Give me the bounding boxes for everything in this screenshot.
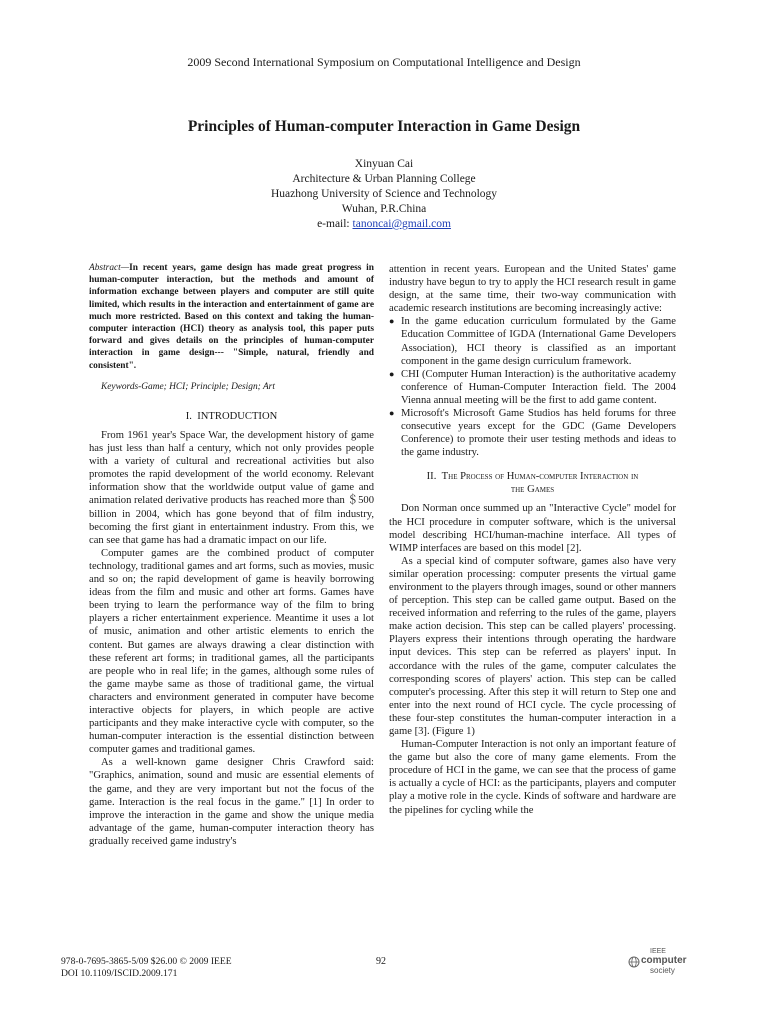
doi-line: DOI 10.1109/ISCID.2009.171 (61, 968, 178, 979)
author-name: Xinyuan Cai (354, 158, 414, 170)
process-paragraph-2: As a special kind of computer software, games also have very similar operation processing: computer presents the virtual game environment to the players through images, sound or other manners of perception. This step can be called game output. Based on the received information and referring to the rules of the game, players make action decision. This step can be called players' processing. Players express their intentions through operating the hardware input devices. This step can be referred as players' input. In accordance with the rules of the game, computer calculates the corresponding scores of players' action. This step can be called computer's processing. After this step it will return to Step one and enter into the next round of HCI cycle. The cycle processing of these four-step constitutes the human-computer interaction in a game [3]. (Figure 1) (389, 555, 676, 737)
section-heading-introduction: I. INTRODUCTION (185, 410, 278, 422)
globe-icon (628, 956, 640, 968)
list-item: ● In the game education curriculum formulated by the Game Education Committee of IGDA (International Game Developers Association), HCI theory is classified as an important component in the game design curriculum framework. (389, 315, 676, 367)
section-heading-process: II. The Process of Human-computer Interaction in the Games (426, 471, 639, 495)
bullet-list (389, 315, 676, 459)
intro-paragraph-3-continued: attention in recent years. European and the United States' game industry have begun to try to apply the HCI research result in game design, at the same time, their two-way communication with academic research institutions are becoming increasingly active: (389, 264, 676, 315)
ieee-computer-society-logo (628, 948, 708, 978)
keywords: Keywords-Game; HCI; Principle; Design; Art (101, 381, 275, 392)
process-paragraph-3: Human-Computer Interaction is not only an important feature of the game but also the core of many game elements. From the procedure of HCI in the game, we can see that the process of game is actually a cycle of HCI: as the participants, players and computer play a motive role in the cycle. Kinds of software and hardware are the pipelines for cycling while the (389, 739, 676, 816)
affiliation-line-3: Wuhan, P.R.China (341, 203, 427, 215)
email-line (0, 217, 768, 232)
logo-text-society: society (650, 966, 675, 975)
conference-header: 2009 Second International Symposium on Computational Intelligence and Design (187, 55, 581, 69)
logo-text-computer: computer (641, 955, 687, 966)
affiliation-line-1: Architecture & Urban Planning College (292, 173, 476, 185)
list-item: ● CHI (Computer Human Interaction) is the authoritative academy conference of Human-Computer Interaction field. The 2004 Vienna annual meeting will be the first to add game content. (389, 368, 676, 407)
page-number: 92 (376, 956, 386, 967)
paper-title: Principles of Human-computer Interaction in Game Design (187, 118, 581, 135)
abstract-text: In recent years, game design has made great progress in human-computer interaction, but the methods and amount of information exchange between players and computer are still quite limited, which results in the interaction and entertainment of game are much more restricted. Based on this context and taking the human-computer interaction (HCI) theory as analysis tool, this paper puts forward and gives details on the principles of human-computer interaction in game design--- "Simple, natural, friendly and consistent". (89, 263, 374, 371)
isbn-line: 978-0-7695-3865-5/09 $26.00 © 2009 IEEE (61, 956, 232, 967)
intro-paragraph-2: Computer games are the combined product of computer technology, traditional games and art forms, such as movies, music and so on; the rapid development of game is heavily borrowing ideas from the film and music and other art forms. Games have been trying to learn the performance way of the film to bring players a richer entertainment experience. Meantime it uses a lot of music, animation and other artistic elements to enrich the content. But games are always drawing a clear distinction with these referent art forms; in traditional games, all the participants are people who in real life; in the games, although some rules of the game maybe same as those of traditional game, the virtual characters and environment generated in computer have become interactive objects for players, in which people are active participants and they make interactive cycle with computer, so the human-computer interaction is the essential distinction between computer games and traditional games. (89, 547, 374, 756)
right-column (389, 263, 676, 817)
email-label: e-mail: (317, 218, 353, 230)
abstract-label: Abstract (89, 263, 121, 273)
author-block (0, 157, 768, 232)
logo-text-ieee: IEEE (650, 948, 666, 955)
process-paragraph-1: Don Norman once summed up an "Interactive Cycle" model for the HCI procedure in computer software, which is the universal model describing HCI/human-machine interface. All types of WIMP interfaces are based on this model [2]. (389, 503, 676, 554)
list-item: ● Microsoft's Microsoft Game Studios has held forums for three consecutive years except for the GDC (Game Developers Conference) to promote their user testing methods and ideas to the game industry. (389, 407, 676, 459)
email-link[interactable]: tanoncai@gmail.com (352, 218, 451, 230)
left-column (89, 262, 374, 848)
intro-paragraph-3: As a well-known game designer Chris Crawford said: "Graphics, animation, sound and music are essential elements of the game, and they are very important but not the focus of the game. Interaction is the real focus in the game." [1] In order to improve the interaction in the game and show the unique media advantage of the game, human-computer interaction theory has gradually received game industry's (89, 757, 374, 847)
affiliation-line-2: Huazhong University of Science and Technology (270, 188, 498, 200)
intro-paragraph-1: From 1961 year's Space War, the development history of game has just less than half a century, which not only provides people with a variety of cultural and recreational activities but also promotes the rapid development of the world economy. Relevant information show that the worldwide output value of game and animation related derivative products has reached more than ＄500 billion in 2004, which has gone beyond that of film industry, becoming the first giant in entertainment industry. From this, we can see that game has had a dramatic impact on our life. (89, 430, 374, 546)
footer-publication-info (61, 956, 232, 980)
abstract: Abstract—In recent years, game design has made great progress in human-computer interaction, but the methods and amount of information exchange between players and computer are still quite limited, which results in the interaction and entertainment of game are much more restricted. Based on this context and taking the human-computer interaction (HCI) theory as analysis tool, this paper puts forward and gives details on the principles of human-computer interaction in game design--- "Simple, natural, friendly and consistent". (89, 263, 374, 371)
